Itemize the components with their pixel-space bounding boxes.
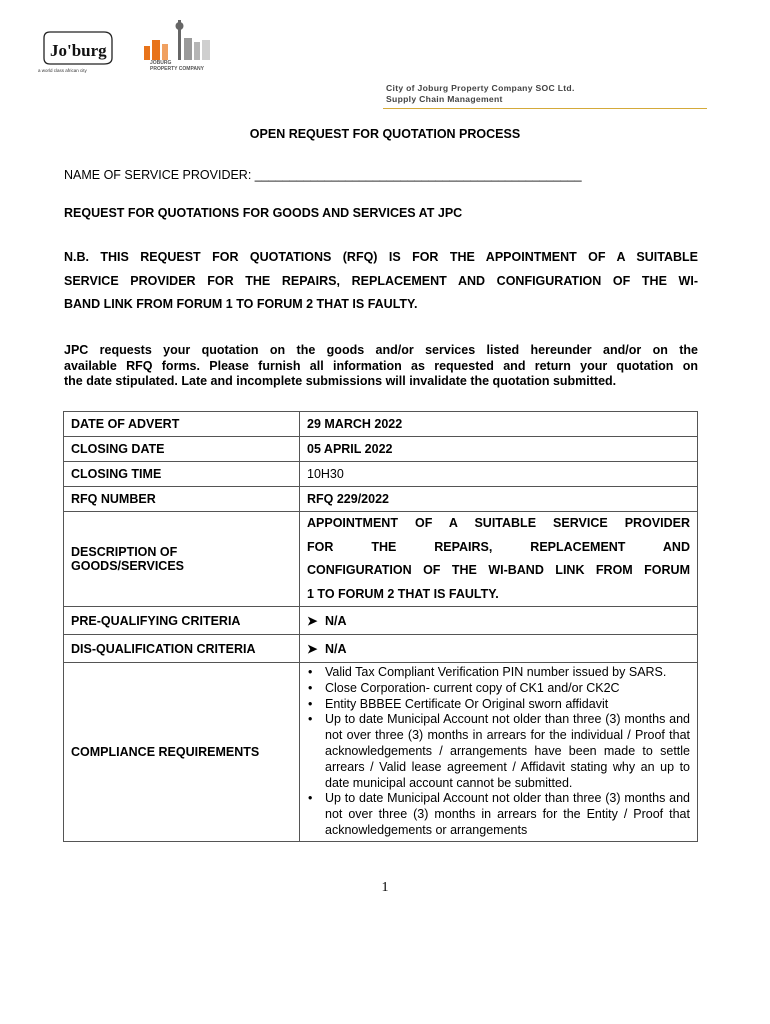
rfq-details-table [63,411,698,842]
compliance-item-text: Up to date Municipal Account not older than three (3) months and not over three (3) months in arrears for the individual / Proof that acknowledgements / arrangements have been made to settle arrears / Valid lease agreement / Affidavit stating why an up to date municipal account cannot be submitted. [325,712,690,790]
rfq-heading: REQUEST FOR QUOTATIONS FOR GOODS AND SERVICES AT JPC [64,206,463,220]
nb-line: SERVICE PROVIDER FOR THE REPAIRS, REPLACEMENT AND CONFIGURATION OF THE WI- [64,273,698,288]
description-line: 1 TO FORUM 2 THAT IS FAULTY. [307,586,499,601]
service-provider-line: NAME OF SERVICE PROVIDER: _______________________________________________ [64,168,582,182]
table-row [64,607,698,635]
pre-qualifying-text: N/A [325,614,347,628]
table-row [64,462,698,487]
closing-time-value: 10H30 [300,462,698,487]
table-row [64,412,698,437]
nb-line: N.B. THIS REQUEST FOR QUOTATIONS (RFQ) IS FOR THE APPOINTMENT OF A SUITABLE [64,250,698,264]
nb-notice [64,246,698,317]
rfq-number-value: RFQ 229/2022 [300,487,698,512]
description-value [300,512,698,607]
compliance-label: COMPLIANCE REQUIREMENTS [64,663,300,842]
document-title: OPEN REQUEST FOR QUOTATION PROCESS [249,127,521,141]
company-name: City of Joburg Property Company SOC Ltd. [386,83,575,93]
closing-time-label: CLOSING TIME [64,462,300,487]
closing-date-value: 05 APRIL 2022 [300,437,698,462]
compliance-list [304,663,690,841]
bullet-icon: • [308,712,313,727]
page-number: 1 [381,880,389,895]
compliance-item-text: Valid Tax Compliant Verification PIN number issued by SARS. [325,665,667,679]
pre-qualifying-label: PRE-QUALIFYING CRITERIA [64,607,300,635]
joburg-logo [38,28,118,72]
dis-qualification-text: N/A [325,642,347,656]
bullet-icon: • [308,680,313,695]
joburg-logo-word: Jo'burg [50,41,107,60]
table-row [64,437,698,462]
closing-date-label: CLOSING DATE [64,437,300,462]
list-item [304,665,690,681]
arrow-bullet-icon: ➤ [307,614,318,628]
bullet-icon: • [308,665,313,679]
date-advert-label: DATE OF ADVERT [64,412,300,437]
jpc-logo-line1: JOBURG [150,60,172,66]
table-row [64,487,698,512]
list-item [304,681,690,697]
department-name: Supply Chain Management [386,94,503,104]
pre-qualifying-value [300,607,698,635]
table-row [64,663,698,842]
company-header [386,83,575,105]
jpc-logo-text [150,61,204,72]
compliance-item-text: Close Corporation- current copy of CK1 and/or CK2C [325,680,620,695]
arrow-bullet-icon: ➤ [307,642,318,656]
compliance-value [300,663,698,842]
intro-line: JPC requests your quotation on the goods and/or services listed hereunder and/or on the [64,343,698,357]
compliance-item-text: Entity BBBEE Certificate Or Original sworn affidavit [325,696,609,711]
dis-qualification-value [300,635,698,663]
rfq-number-label: RFQ NUMBER [64,487,300,512]
list-item [304,791,690,838]
intro-line: the date stipulated. Late and incomplete submissions will invalidate the quotation submitted. [64,374,617,388]
bullet-icon: • [308,696,313,711]
description-line: CONFIGURATION OF THE WI-BAND LINK FROM FORUM [307,563,690,577]
joburg-tagline: a world class african city [38,68,87,73]
nb-line: BAND LINK FROM FORUM 1 TO FORUM 2 THAT IS FAULTY. [64,297,418,311]
compliance-item-text: Up to date Municipal Account not older than three (3) months and not over three (3) months in arrears for the Entity / Proof that acknowledgements or arrangements [325,791,690,837]
table-row [64,512,698,607]
list-item [304,712,690,791]
description-label-line: GOODS/SERVICES [71,559,184,573]
description-label [64,512,300,607]
date-advert-value: 29 MARCH 2022 [300,412,698,437]
intro-line: available RFQ forms. Please furnish all information as requested and return your quotation on [64,358,698,373]
list-item [304,697,690,713]
header-divider [383,108,707,109]
bullet-icon: • [308,791,313,806]
jpc-skyline-logo [142,14,214,62]
table-row [64,635,698,663]
dis-qualification-label: DIS-QUALIFICATION CRITERIA [64,635,300,663]
jpc-logo-line2: PROPERTY COMPANY [150,65,204,72]
description-line: APPOINTMENT OF A SUITABLE SERVICE PROVIDER [307,516,690,530]
description-line: FOR THE REPAIRS, REPLACEMENT AND [307,539,690,554]
intro-paragraph [64,343,698,390]
description-label-line: DESCRIPTION OF [71,545,178,559]
